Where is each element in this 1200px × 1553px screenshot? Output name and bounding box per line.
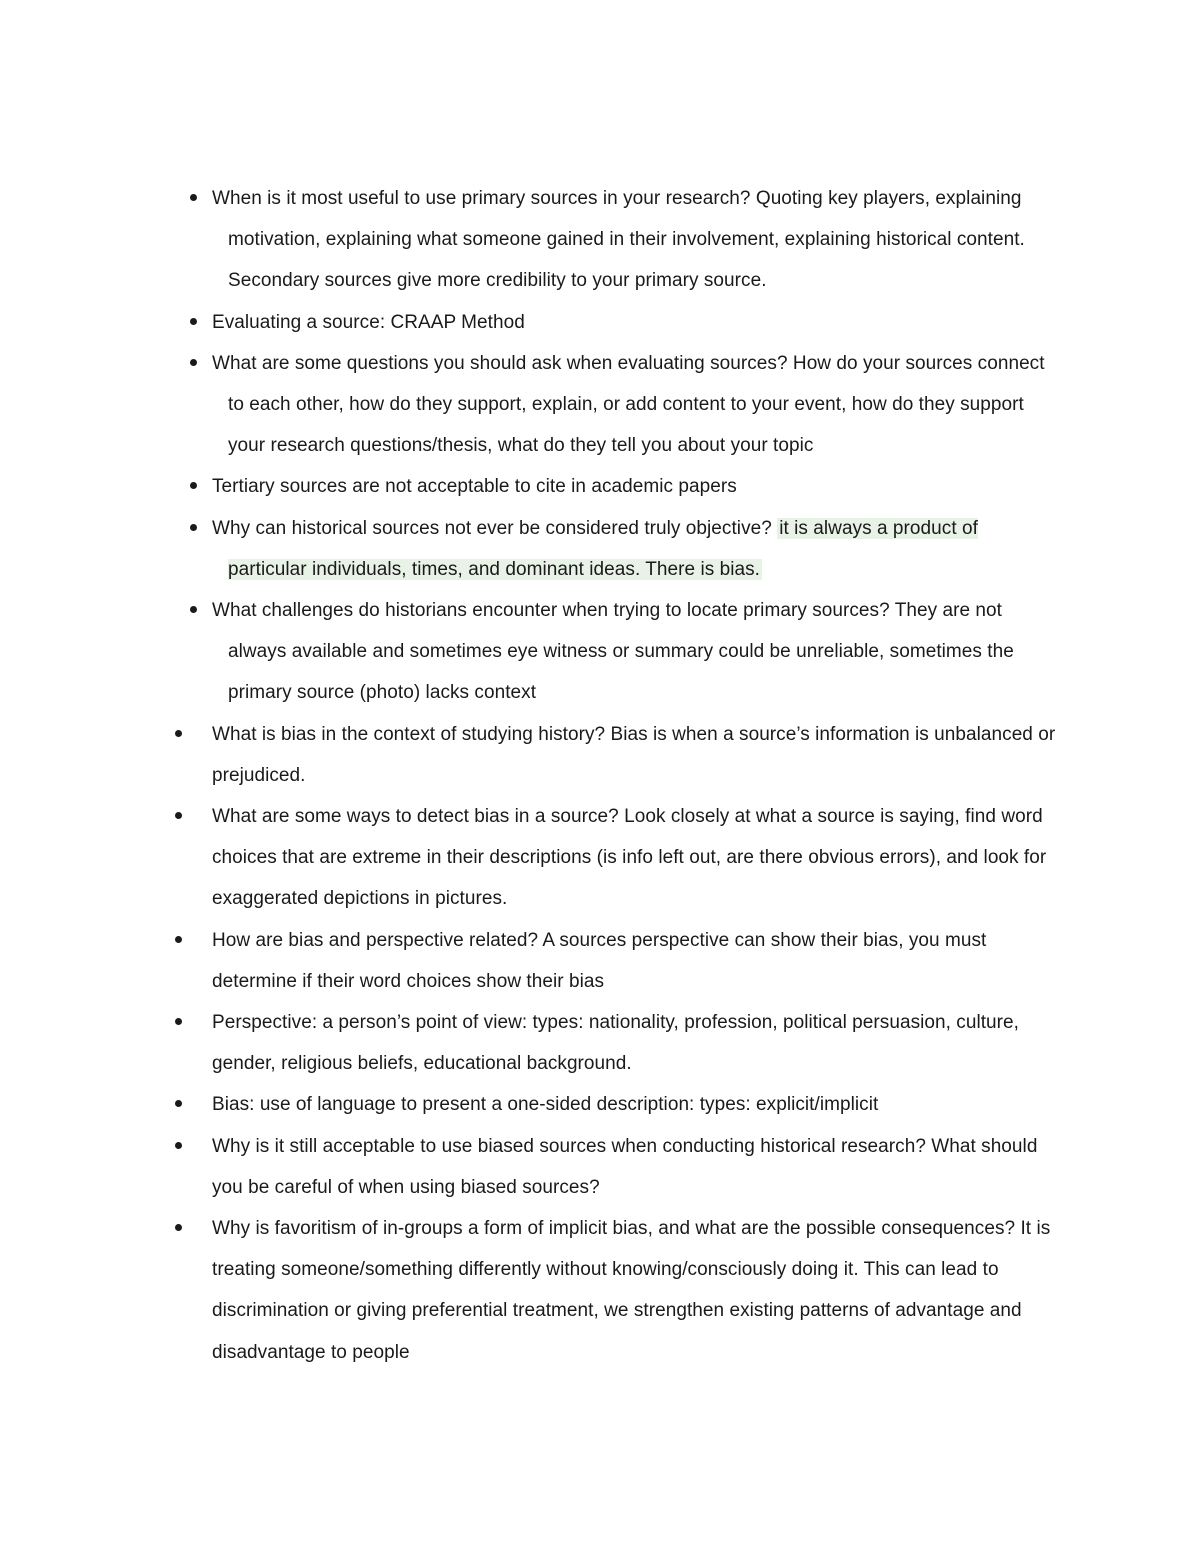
answer-text: A sources perspective can show their bias, you must determine if their word choices show their bias xyxy=(212,929,987,992)
list-item-text xyxy=(212,1094,878,1115)
list-item xyxy=(0,714,1064,796)
list-item xyxy=(0,1002,1064,1084)
question-text: Tertiary sources are not acceptable to cite in academic papers xyxy=(212,476,737,498)
list-item-text xyxy=(212,466,1060,507)
bullet-icon xyxy=(175,1100,182,1107)
bullet-icon xyxy=(190,606,197,613)
highlighted-answer: it is always a product of particular individuals, times, and dominant ideas. There is bias. xyxy=(228,517,978,580)
bullet-icon xyxy=(175,1224,182,1231)
list-item xyxy=(0,178,1060,302)
question-text: What are some questions you should ask when evaluating sources? xyxy=(212,352,788,374)
list-item xyxy=(0,1126,1064,1208)
list-item-text xyxy=(212,806,1046,909)
bullet-icon xyxy=(190,318,197,325)
list-item-text xyxy=(212,1136,1037,1198)
list-item-text xyxy=(212,724,1055,786)
bullet-icon xyxy=(175,936,182,943)
question-text: Perspective: a person’s point of view: types: nationality, profession, political persuasion, culture, gender, religious beliefs, educational background. xyxy=(212,1012,1019,1075)
list-item xyxy=(0,466,1060,507)
list-item-text xyxy=(212,590,1060,714)
bullet-icon xyxy=(175,1142,182,1149)
list-item xyxy=(0,796,1064,920)
notes-list xyxy=(0,178,1200,1373)
list-item-text xyxy=(212,302,1060,343)
question-text: Why is favoritism of in-groups a form of implicit bias, and what are the possible consequences? xyxy=(212,1218,1016,1240)
answer-text: Bias is when a source’s information is unbalanced or prejudiced. xyxy=(212,723,1056,786)
list-item xyxy=(0,508,1060,590)
bullet-icon xyxy=(190,194,197,201)
bullet-icon xyxy=(190,359,197,366)
list-item-text xyxy=(212,178,1060,302)
answer-text: They are not always available and sometimes eye witness or summary could be unreliable, sometimes the primary source (photo) lacks context xyxy=(228,600,1014,704)
list-item-text xyxy=(212,930,986,992)
bullet-icon xyxy=(190,524,197,531)
question-text: When is it most useful to use primary sources in your research? xyxy=(212,188,751,209)
question-text: What challenges do historians encounter when trying to locate primary sources? xyxy=(212,600,890,622)
question-text: How are bias and perspective related? xyxy=(212,929,539,951)
answer-text: Look closely at what a source is saying, find word choices that are extreme in their descriptions (is info left out, are there obvious errors), and look for exaggerated depictions in pictures. xyxy=(212,806,1047,910)
answer-text: How do your sources connect to each other, how do they support, explain, or add content to your event, how do they support your research questions/thesis, what do they tell you about your topic xyxy=(228,352,1045,457)
list-item xyxy=(0,590,1060,714)
list-item-text xyxy=(212,343,1060,467)
list-item-text xyxy=(212,1218,1050,1363)
question-text: What are some ways to detect bias in a source? xyxy=(212,806,619,828)
list-item xyxy=(0,920,1064,1002)
bullet-icon xyxy=(175,1018,182,1025)
bullet-icon xyxy=(190,482,197,489)
list-item xyxy=(0,1208,1064,1373)
question-text: What is bias in the context of studying history? xyxy=(212,723,606,745)
list-item xyxy=(0,1084,1064,1125)
list-item xyxy=(0,302,1060,343)
question-text: Evaluating a source: CRAAP Method xyxy=(212,311,525,333)
list-item-text xyxy=(212,1012,1019,1074)
answer-text: It is treating someone/something differently without knowing/consciously doing it. This can lead to discrimination or giving preferential treatment, we strengthen existing patterns of advantage and disadvantage to people xyxy=(212,1218,1051,1363)
list-item xyxy=(0,343,1060,467)
answer-text: Quoting key players, explaining motivation, explaining what someone gained in their involvement, explaining historical content. Secondary sources give more credibility to your primary source. xyxy=(228,188,1025,292)
question-text: Why is it still acceptable to use biased sources when conducting historical research? What should you be careful of when using biased sources? xyxy=(212,1135,1038,1198)
question-text: Bias: use of language to present a one-sided description: types: explicit/implicit xyxy=(212,1094,879,1116)
bullet-icon xyxy=(175,812,182,819)
list-item-text xyxy=(212,508,1060,590)
question-text: Why can historical sources not ever be considered truly objective? xyxy=(212,517,772,539)
bullet-icon xyxy=(175,730,182,737)
